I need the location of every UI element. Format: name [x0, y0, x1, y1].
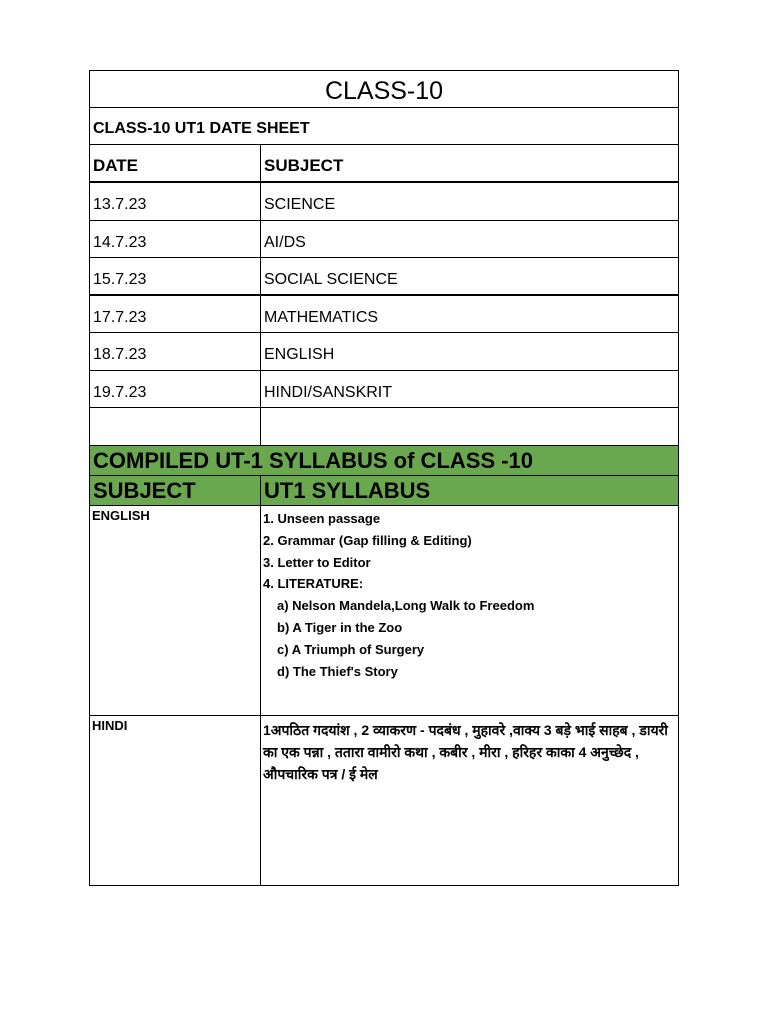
date-cell: 18.7.23 [90, 333, 261, 370]
syllabus-content-header: UT1 SYLLABUS [264, 478, 431, 503]
syllabus-heading-row [89, 446, 679, 476]
date-sheet-title-row [89, 108, 679, 145]
table-row [89, 258, 679, 296]
syllabus-line: 2. Grammar (Gap filling & Editing) [263, 532, 472, 548]
page-title: CLASS-10 [324, 77, 444, 105]
syllabus-line: b) A Tiger in the Zoo [277, 619, 403, 635]
subject-cell: SCIENCE [264, 196, 336, 213]
subject-cell: ENGLISH [264, 346, 335, 363]
hindi-syllabus-row [89, 716, 679, 886]
syllabus-line: a) Nelson Mandela,Long Walk to Freedom [277, 598, 535, 614]
blank-cell [90, 408, 261, 445]
date-cell: 19.7.23 [90, 371, 261, 408]
syllabus-text: 1अपठित गदयांश , 2 व्याकरण - पदबंध , मुहावरे ,वाक्य 3 बड़े भाई साहब , डायरी का एक पन्ना , ततारा वामीरो कथा , कबीर , मीरा , हरिहर काका 4 अनुच्छेद , औपचारिक पत्र / ई मेल [263, 722, 668, 782]
date-cell: 15.7.23 [90, 258, 261, 294]
syllabus-cell [261, 506, 678, 715]
date-cell: 14.7.23 [90, 221, 261, 258]
subject-cell: MATHEMATICS [264, 308, 379, 326]
table-row [89, 333, 679, 371]
date-sheet-title: CLASS-10 UT1 DATE SHEET [93, 120, 310, 137]
subject-cell: HINDI [90, 716, 261, 885]
date-sheet-header-row [89, 145, 679, 183]
syllabus-line: c) A Triumph of Surgery [277, 641, 425, 657]
date-sheet-table [89, 70, 679, 886]
syllabus-line: 4. LITERATURE: [263, 576, 364, 592]
subject-cell: ENGLISH [90, 506, 261, 715]
date-column-header: DATE [90, 145, 261, 181]
table-row [89, 183, 679, 221]
subject-cell: AI/DS [264, 233, 306, 251]
syllabus-subject-header: SUBJECT [90, 476, 261, 505]
syllabus-line: d) The Thief's Story [277, 663, 398, 679]
blank-row [89, 408, 679, 446]
blank-cell [261, 408, 678, 445]
syllabus-header-row [89, 476, 679, 506]
date-cell: 13.7.23 [90, 183, 261, 220]
syllabus-cell [261, 716, 678, 885]
syllabus-line: 1. Unseen passage [263, 511, 381, 526]
syllabus-heading: COMPILED UT-1 SYLLABUS of CLASS -10 [93, 448, 534, 473]
subject-cell: SOCIAL SCIENCE [264, 271, 398, 288]
table-row [89, 221, 679, 259]
subject-column-header: SUBJECT [264, 156, 344, 175]
page-title-row [89, 70, 679, 108]
table-row [89, 296, 679, 334]
syllabus-line: 3. Letter to Editor [263, 554, 371, 570]
subject-cell: HINDI/SANSKRIT [264, 383, 393, 401]
date-cell: 17.7.23 [90, 296, 261, 333]
table-row [89, 371, 679, 409]
english-syllabus-row [89, 506, 679, 716]
